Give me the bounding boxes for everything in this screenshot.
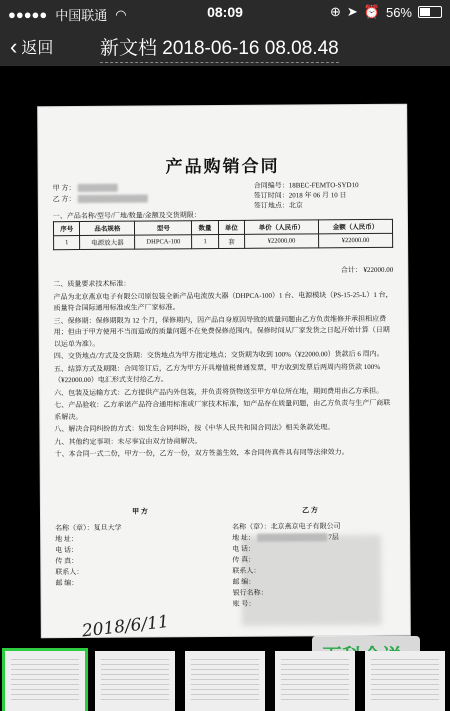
table-cell: 1 — [192, 235, 218, 249]
clause: 五、结算方式及期限：合同签订后，乙方为甲方开具增值税普通发票，甲方收到发票后两周内将货款 100%（¥22000.00）电汇形式支付给乙方。 — [53, 362, 381, 385]
contract-title: 产品购销合同 — [165, 156, 280, 177]
clause: 三、保修期：保修期限为 12 个月，保修期内，因产品自身原因导致的质量问题由乙方负责维修并承担相应费用；但由于甲方使用不当而造成的质量问题不在免费保修范围内。保修时间从厂家发货之日起开始计算（日期以运单为准）。 — [53, 314, 390, 348]
clause: 十、本合同一式二份，甲方一份，乙方一份，双方签盖生效，本合同传真件具有同等法律效力。 — [54, 448, 349, 459]
table-header: 型号 — [135, 221, 192, 235]
table-header: 序号 — [53, 222, 79, 236]
party-b-fields — [232, 521, 396, 610]
floor: 7层 — [328, 533, 339, 542]
thumbnail-content — [11, 659, 79, 703]
field: 传 真： — [55, 557, 79, 566]
alarm-icon: ⏰ — [363, 4, 380, 19]
table-cell: 套 — [218, 234, 244, 248]
sign-header-b: 乙 方 — [302, 506, 318, 515]
clause: 产品为北京燕京电子有限公司原包装全新产品电流放大器（DHPCA-100）1 台、电源模块（PS-15-25-L）1 台，质量符合国际通用标准或生产厂家标准。 — [53, 290, 393, 313]
party-a-label: 甲 方： — [52, 184, 76, 193]
field: 邮 编： — [232, 577, 256, 586]
clause: 四、交货地点/方式及交货期：交货地点为甲方指定地点；交货期为收到 100%（¥22000.00）货款后 6 周内。 — [53, 349, 384, 361]
clause: 六、包装及运输方式：乙方提供产品内外包装，并负责将货物送至甲方单位所在地，期间费用由乙方承担。 — [54, 386, 384, 397]
clause: 七、产品验收：乙方承诺产品符合通用标准或厂家技术标准，如产品存在质量问题，由乙方负责与生产厂商联系解决。 — [54, 398, 391, 421]
thumbnail-content — [101, 659, 169, 703]
nav-bar — [0, 26, 450, 66]
redacted-block — [257, 534, 327, 542]
signed-place: 签订地点：北京 — [253, 201, 303, 210]
field-label: 地 址： — [232, 533, 255, 542]
contract-clauses — [53, 277, 394, 462]
field: 电 话： — [55, 546, 79, 555]
document-title[interactable]: 新文档 2018-06-16 08.08.48 — [100, 33, 339, 63]
table-row — [54, 233, 393, 249]
page-thumbnail[interactable] — [5, 651, 85, 711]
party-b-label: 乙 方： — [52, 195, 76, 204]
table-header: 金额（人民币） — [318, 219, 392, 234]
table-header: 单价（人民币） — [244, 220, 318, 235]
table-total — [53, 265, 393, 277]
contract-number: 合同编号：18BEC-FEMTO-SYD10 — [253, 181, 359, 190]
battery-percent: 56% — [385, 4, 412, 20]
party-a-fields — [55, 522, 219, 611]
contract-meta — [254, 180, 359, 211]
document-preview — [0, 66, 450, 651]
page-thumbnails — [0, 651, 450, 711]
table-cell: ¥22000.00 — [245, 234, 319, 249]
thumbnail-content — [281, 659, 349, 703]
signed-date: 签订时间：2018 年 06 月 10 日 — [253, 191, 347, 200]
table-cell: 1 — [54, 236, 80, 250]
chevron-left-icon: ‹ — [10, 33, 18, 59]
signal-icon: ●●●●● — [8, 7, 48, 22]
page-thumbnail[interactable] — [365, 651, 445, 711]
total-value: ¥22000.00 — [363, 265, 394, 275]
handwritten-date: 2018/6/11 — [80, 611, 170, 642]
table-header: 品名规格 — [80, 221, 135, 235]
field: 邮 编： — [55, 579, 79, 588]
back-label: 返回 — [21, 40, 54, 57]
thumbnail-content — [191, 659, 259, 703]
sign-header-a: 甲 方 — [132, 507, 148, 516]
clause: 二、质量要求技术标准： — [53, 279, 131, 289]
page-thumbnail[interactable] — [275, 651, 355, 711]
status-bar — [0, 0, 450, 26]
field: 账 号： — [232, 599, 256, 608]
thumbnail-content — [371, 659, 439, 703]
items-table — [53, 219, 393, 250]
table-cell: ¥22000.00 — [319, 233, 393, 248]
table-cell: 电源放大器 — [80, 235, 135, 249]
table-cell: DHPCA-100 — [135, 235, 192, 249]
clock: 08:09 — [207, 4, 243, 20]
table-header: 数量 — [192, 221, 218, 235]
wifi-icon: ◠ — [115, 6, 127, 22]
scanned-page[interactable] — [38, 105, 410, 642]
field: 名称（章）：北京燕京电子有限公司 — [232, 522, 341, 531]
table-header: 单位 — [218, 220, 244, 234]
parties-header — [53, 183, 148, 206]
redacted-block — [77, 184, 117, 192]
battery-icon — [418, 6, 442, 18]
back-button[interactable] — [10, 35, 53, 58]
page-thumbnail[interactable] — [185, 651, 265, 711]
field: 银行名称： — [232, 588, 268, 597]
clause: 九、其他约定事项：未尽事宜由双方协商解决。 — [54, 436, 202, 446]
location-icon: ➤ — [346, 4, 358, 19]
total-label: 合计： — [340, 266, 362, 275]
field: 联系人： — [55, 567, 84, 577]
field: 名称（章）：复旦大学 — [55, 523, 122, 533]
redacted-block — [77, 195, 147, 203]
clause: 八、解决合同纠纷的方式：如发生合同纠纷，按《中华人民共和国合同法》相关条款处理。 — [54, 423, 335, 434]
field: 联系人： — [232, 566, 261, 575]
section-1-heading: 一、产品名称/型号/厂地/数量/金额及交货期限： — [52, 211, 201, 221]
rotation-lock-icon: ⊕ — [329, 4, 341, 19]
signature-block — [55, 505, 396, 611]
field: 传 真： — [232, 555, 256, 564]
field: 电 话： — [232, 544, 256, 553]
page-thumbnail[interactable] — [95, 651, 175, 711]
field: 地 址： — [55, 535, 78, 544]
carrier-label: 中国联通 — [55, 8, 108, 23]
